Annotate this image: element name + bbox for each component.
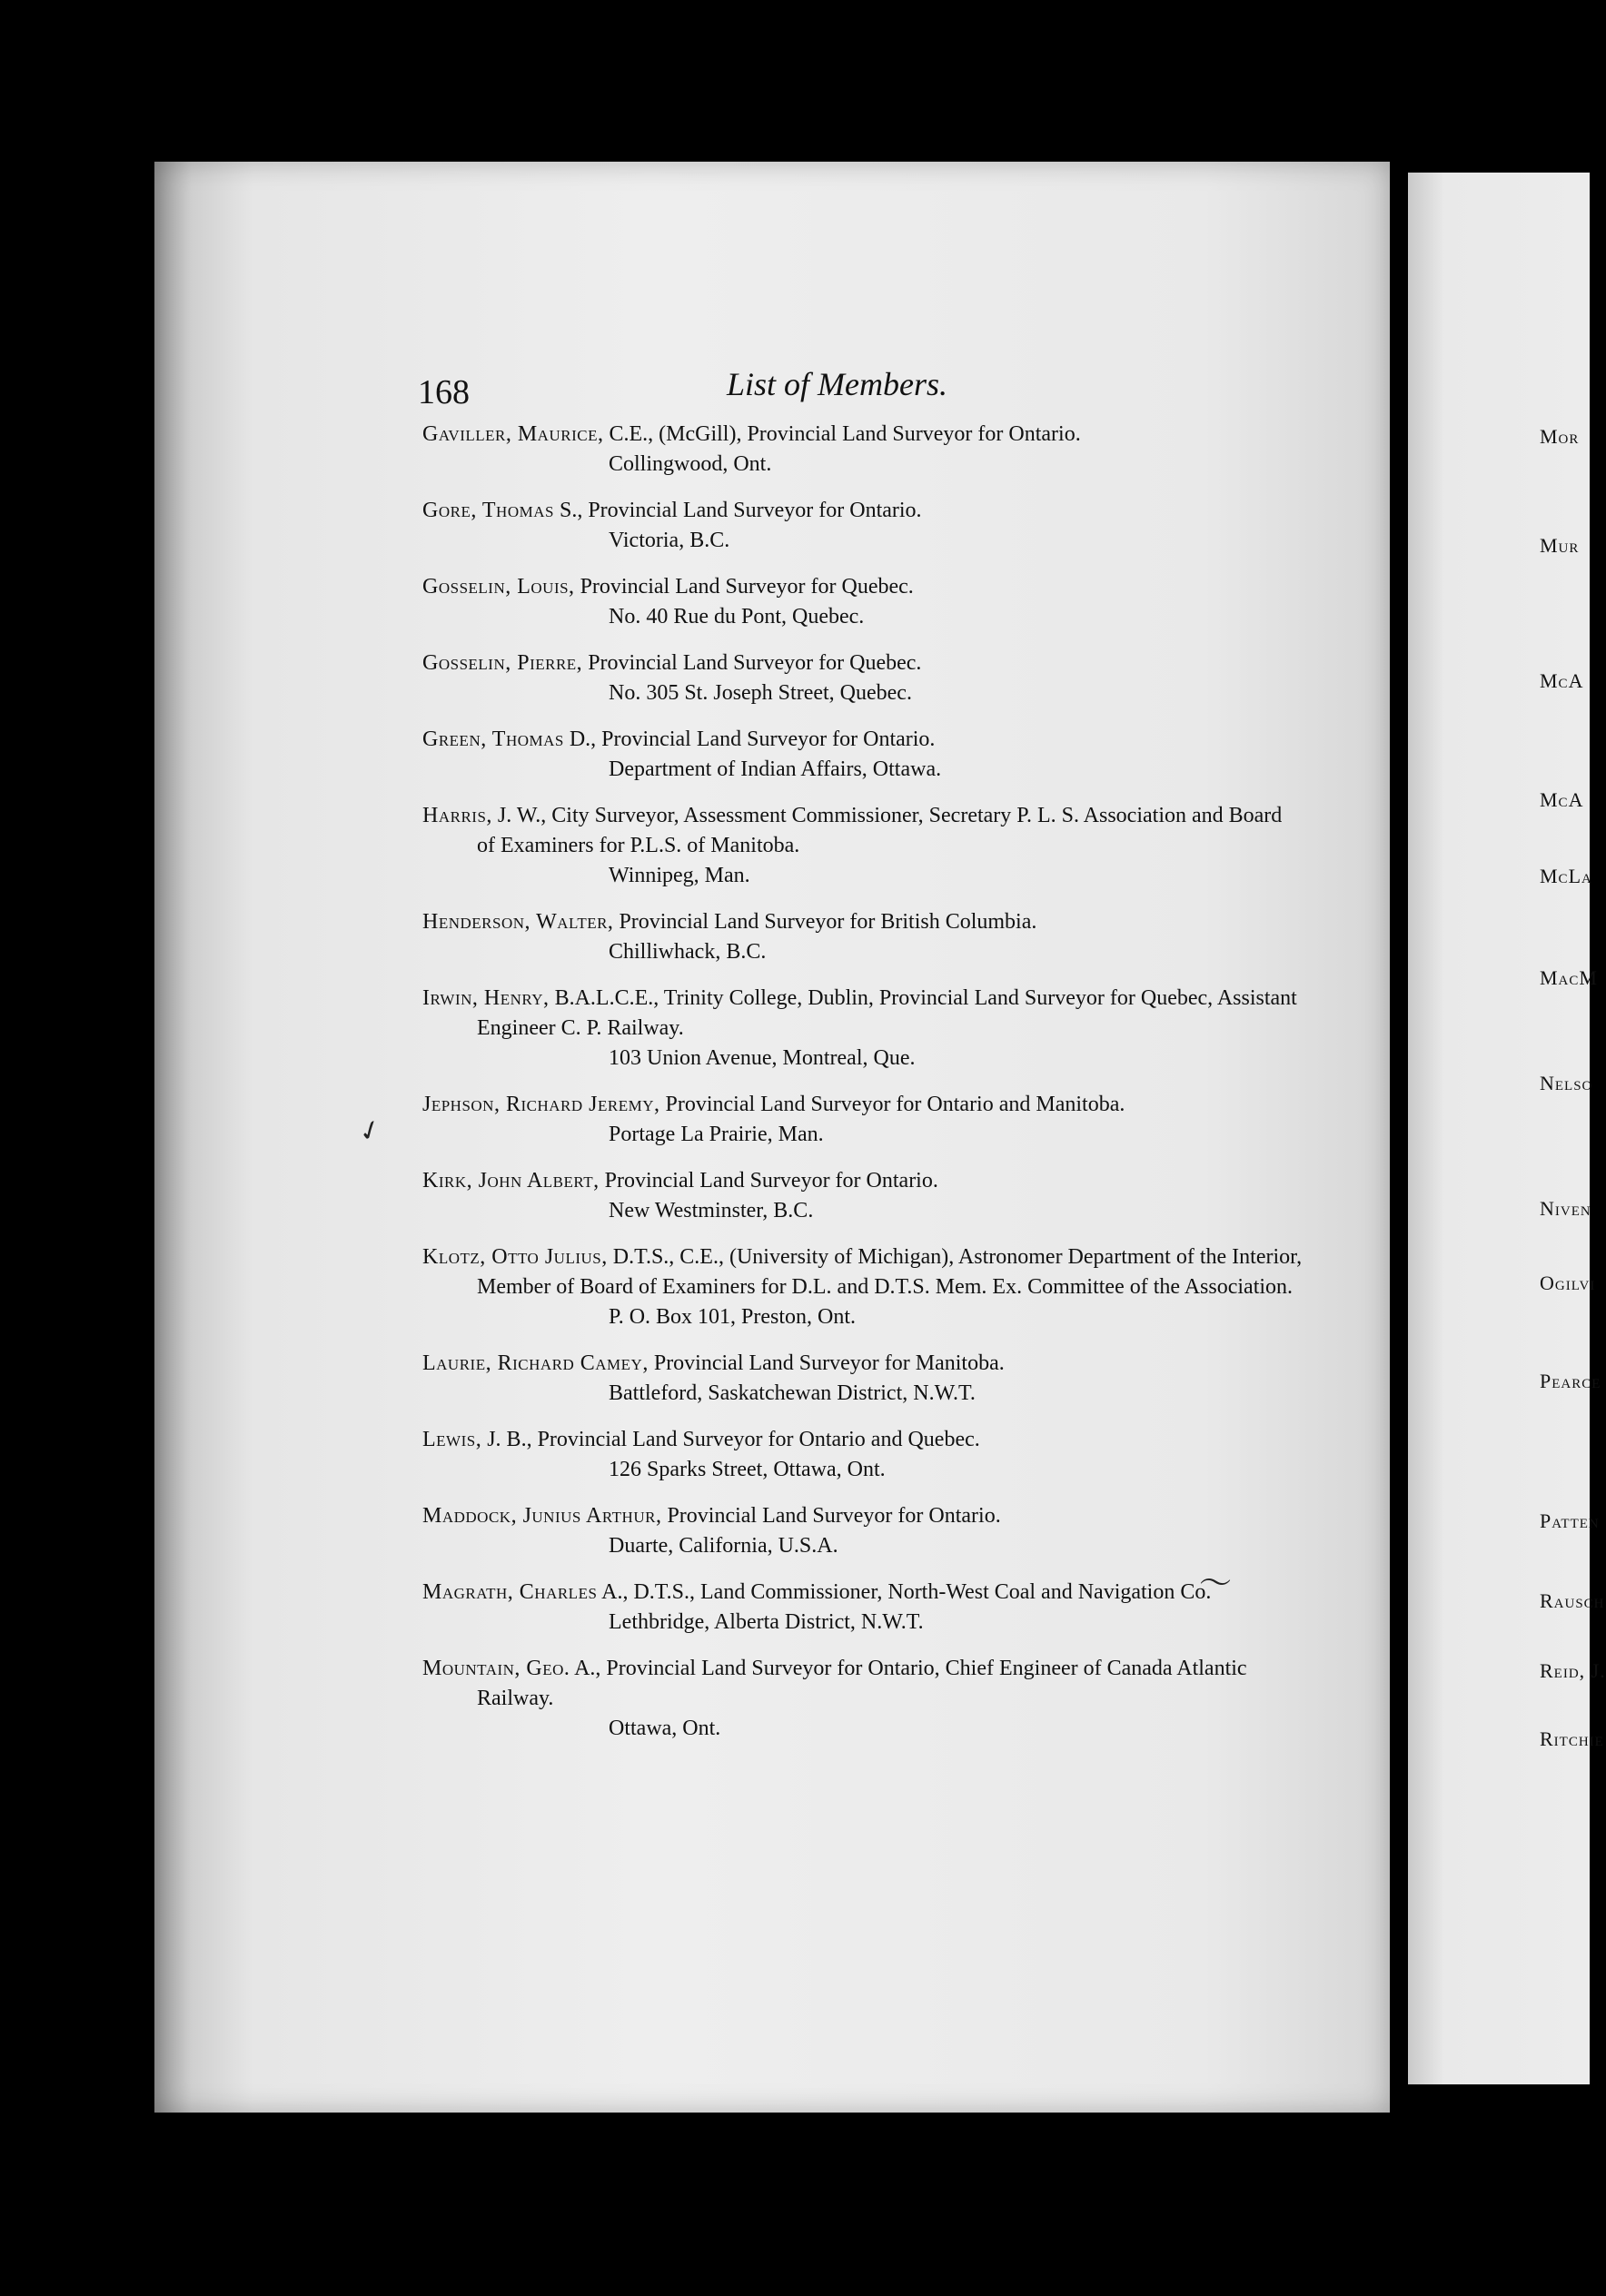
member-entry [422,1166,1304,1226]
member-entry-head [422,801,1304,861]
member-address: Chilliwhack, B.C. [609,940,767,964]
member-entry-lead [422,804,492,827]
adjacent-page-stub: Nelso [1540,1072,1593,1094]
adjacent-page-stub: McA [1540,669,1584,692]
ink-squiggle-icon: 〜 [1199,1565,1233,1602]
member-entry [422,496,1304,556]
member-description: Provincial Land Surveyor for Manitoba. [653,1351,1005,1375]
member-entry-lead [422,422,603,446]
member-name: Gaviller, Maurice, [422,422,604,446]
member-address: 103 Union Avenue, Montreal, Que. [609,1046,916,1070]
member-address: 126 Sparks Street, Ottawa, Ont. [609,1458,886,1481]
adjacent-page-stub: Patten [1540,1509,1600,1532]
member-entry [422,1090,1304,1150]
member-entry-lead [422,651,582,675]
member-name: Magrath, Charles [422,1580,598,1604]
handwritten-checkmark-icon: ✓ [353,1112,387,1151]
member-entry-head [422,1425,1304,1455]
adjacent-page-stub: Mur [1540,534,1580,557]
member-description: Provincial Land Surveyor for Ontario. [667,1504,1001,1528]
member-name: Henderson, Walter, [422,910,614,934]
member-name: Maddock, Junius Arthur, [422,1504,662,1528]
member-description: J. W., City Surveyor, Assessment Commissioner, Secretary P. L. S. Association and Board of Examiners for P.L.S. of Manitoba. [477,804,1283,857]
member-entry-lead [422,1428,481,1451]
member-entry-head [422,1242,1304,1302]
page-number: 168 [418,373,470,411]
adjacent-page-stub: Reid, J. [1540,1659,1606,1682]
member-entry-lead [422,1169,600,1193]
member-entry-head [422,1349,1304,1379]
member-name: Irwin, Henry, [422,986,550,1010]
member-description: Provincial Land Surveyor for Ontario. [604,1169,938,1193]
adjacent-page-stub: McLa [1540,865,1592,887]
member-entry [422,648,1304,708]
member-entry-lead [422,499,554,522]
member-address: Collingwood, Ont. [609,452,772,476]
member-address: Ottawa, Ont. [609,1717,721,1740]
member-name: Lewis, [422,1428,482,1451]
member-entry-head [422,1501,1304,1531]
member-address: Winnipeg, Man. [609,864,750,887]
member-description: D., Provincial Land Surveyor for Ontario. [569,727,936,751]
member-entry-head [422,572,1304,602]
member-entry-head [422,1654,1304,1714]
member-entry [422,984,1304,1074]
member-entry-head [422,907,1304,937]
member-entry [422,801,1304,891]
member-address: Battleford, Saskatchewan District, N.W.T. [609,1381,976,1405]
member-entry [422,1654,1304,1744]
member-entry-head [422,725,1304,755]
adjacent-page-stub: Ritchie [1540,1727,1604,1750]
member-entry-lead [422,1245,608,1269]
member-entry-head [422,496,1304,526]
member-entry-head [422,984,1304,1044]
member-name: Kirk, John Albert, [422,1169,600,1193]
member-entry-head [422,648,1304,678]
member-entry [422,907,1304,967]
member-address: Victoria, B.C. [609,529,730,552]
adjacent-page-stub: Rausch [1540,1589,1605,1612]
adjacent-page-stub: Niven [1540,1197,1591,1220]
adjacent-page-stub: Ogilvi [1540,1272,1596,1294]
member-name: Gore, Thomas [422,499,554,522]
member-entry-head [422,1090,1304,1120]
member-name: Harris, [422,804,492,827]
member-description: J. B., Provincial Land Surveyor for Ontario and Quebec. [487,1428,980,1451]
adjacent-page-stub: Mor [1540,425,1580,448]
member-address: P. O. Box 101, Preston, Ont. [609,1305,857,1329]
member-entry-lead [422,986,550,1010]
member-address: No. 40 Rue du Pont, Quebec. [609,605,865,628]
member-name: Jephson, Richard Jeremy, [422,1093,660,1116]
member-list [422,420,1304,1760]
member-name: Klotz, Otto Julius, [422,1245,608,1269]
member-entry-lead [422,727,564,751]
member-entry-lead [422,1093,659,1116]
member-entry [422,1578,1304,1638]
member-entry-head [422,1578,1304,1608]
member-address: New Westminster, B.C. [609,1199,814,1222]
member-description: D.T.S., C.E., (University of Michigan), Astronomer Department of the Interior, Member of Board of Examiners for D.L. and D.T.S. Mem. Ex. Committee of the Association. [477,1245,1303,1299]
member-description: B.A.L.C.E., Trinity College, Dublin, Provincial Land Surveyor for Quebec, Assistant Engineer C. P. Railway. [477,986,1297,1040]
running-head: List of Members. [727,366,947,402]
member-description: A., Provincial Land Surveyor for Ontario, Chief Engineer of Canada Atlantic Railway. [477,1657,1247,1710]
member-entry-lead [422,910,613,934]
member-description: Provincial Land Surveyor for British Columbia. [619,910,1037,934]
member-description: Provincial Land Surveyor for Ontario and Manitoba. [665,1093,1125,1116]
adjacent-page-stub: McA [1540,788,1584,811]
member-entry [422,1242,1304,1332]
member-address: Duarte, California, U.S.A. [609,1534,838,1558]
member-entry-lead [422,1504,661,1528]
member-description: C.E., (McGill), Provincial Land Surveyor for Ontario. [609,422,1081,446]
member-name: Laurie, Richard Camey, [422,1351,649,1375]
member-description: S., Provincial Land Surveyor for Ontario. [559,499,922,522]
adjacent-page-stub: Pearce [1540,1370,1601,1392]
member-name: Gosselin, Pierre, [422,651,583,675]
member-name: Green, Thomas [422,727,564,751]
member-entry [422,725,1304,785]
member-name: Mountain, Geo. [422,1657,570,1680]
member-entry [422,1349,1304,1409]
member-address: Department of Indian Affairs, Ottawa. [609,757,942,781]
member-description: Provincial Land Surveyor for Quebec. [588,651,922,675]
member-entry [422,572,1304,632]
member-address: Portage La Prairie, Man. [609,1123,824,1146]
member-name: Gosselin, Louis, [422,575,575,599]
member-entry-lead [422,575,575,599]
member-entry-lead [422,1657,570,1680]
adjacent-page-stub: MacM [1540,966,1598,989]
adjacent-page [1408,173,1606,2084]
member-address: No. 305 St. Joseph Street, Quebec. [609,681,912,705]
member-description: A., D.T.S., Land Commissioner, North-West Coal and Navigation Co. [601,1580,1212,1604]
member-description: Provincial Land Surveyor for Quebec. [580,575,914,599]
member-entry-head [422,420,1304,450]
member-address: Lethbridge, Alberta District, N.W.T. [609,1610,924,1634]
member-entry [422,1425,1304,1485]
member-entry-lead [422,1580,597,1604]
member-entry [422,420,1304,480]
member-entry [422,1501,1304,1561]
member-entry-head [422,1166,1304,1196]
member-entry-lead [422,1351,649,1375]
